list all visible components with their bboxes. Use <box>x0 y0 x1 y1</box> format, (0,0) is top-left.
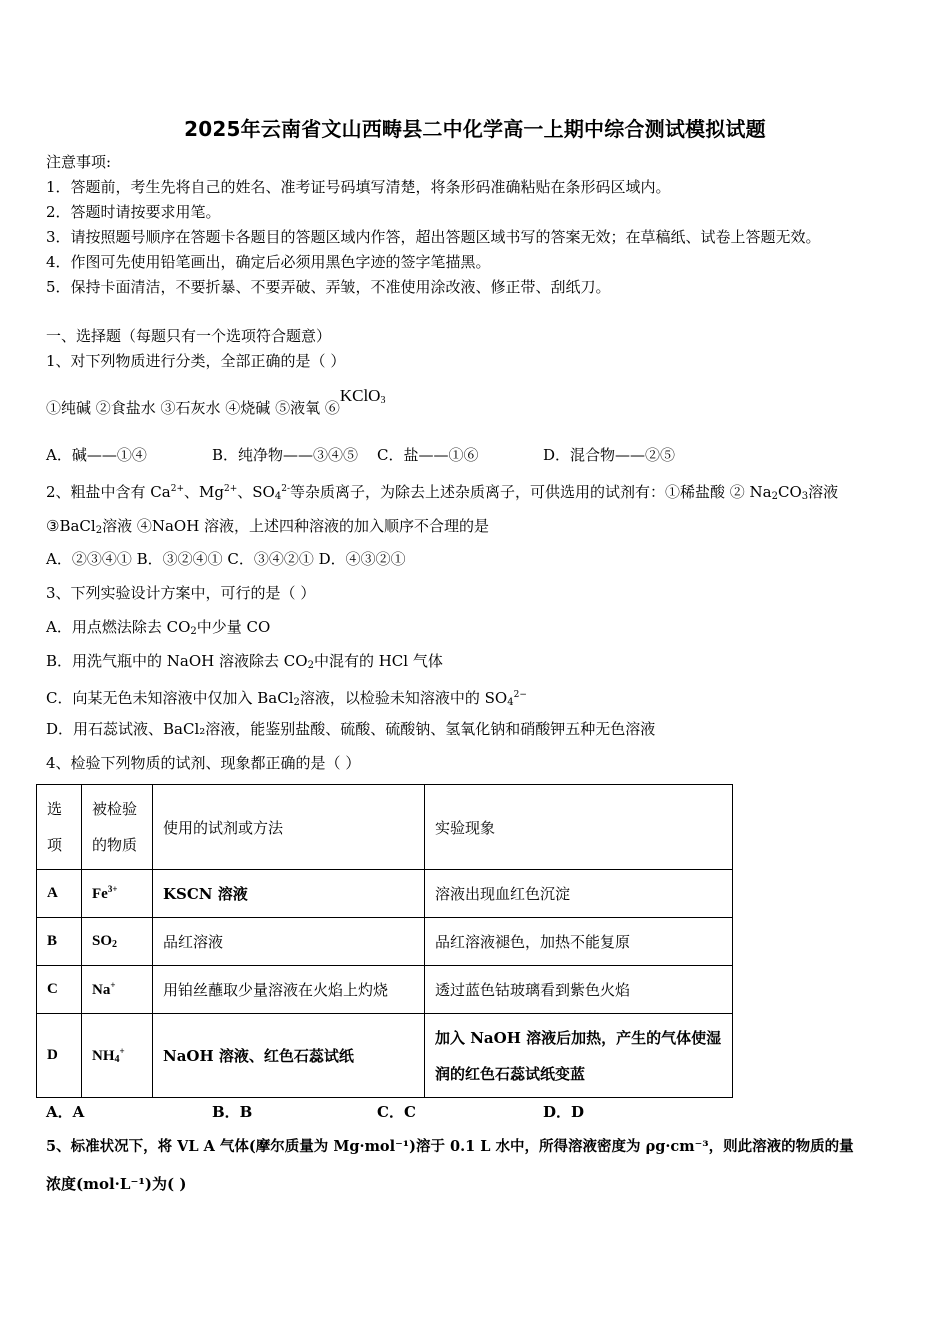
section-heading: 一、选择题（每题只有一个选项符合题意） <box>46 327 332 345</box>
q2-text: 2、粗盐中含有 Ca <box>46 483 171 501</box>
row-option: B <box>37 918 82 966</box>
q3-sub: 4 <box>507 697 514 708</box>
notice-item: 5．保持卡面清洁，不要折暴、不要弄破、弄皱，不准使用涂改液、修正带、刮纸刀。 <box>46 278 611 296</box>
row-phenomenon: 加入 NaOH 溶液后加热，产生的气体使湿润的红色石蕊试纸变蓝 <box>425 1014 733 1098</box>
table-row <box>37 870 733 918</box>
notice-item: 1．答题前，考生先将自己的姓名、准考证号码填写清楚，将条形码准确粘贴在条形码区域内。 <box>46 178 671 196</box>
row-phenomenon: 溶液出现血红色沉淀 <box>425 870 733 918</box>
q4-table <box>36 784 733 1098</box>
q3-text: C．向某无色未知溶液中仅加入 BaCl <box>46 689 294 707</box>
page-title: 2025年云南省文山西畴县二中化学高一上期中综合测试模拟试题 <box>184 117 766 141</box>
q2-text: 溶液 <box>808 483 839 501</box>
q1-option-c: C．盐——①⑥ <box>377 446 479 464</box>
q3-option-c <box>46 685 527 713</box>
row-substance <box>82 870 153 918</box>
q1-option-a: A．碱——①④ <box>46 446 147 464</box>
header-reagent: 使用的试剂或方法 <box>153 785 425 870</box>
notice-heading: 注意事项: <box>46 153 112 171</box>
q1-items <box>46 386 386 423</box>
q3-sup: 2− <box>513 690 527 700</box>
table-row <box>37 918 733 966</box>
q2-sub: 2 <box>95 525 103 536</box>
q2-sup: 2- <box>281 484 290 494</box>
q2-text: ③BaCl <box>46 517 96 535</box>
substance-text: NH <box>92 1048 115 1064</box>
q2-options: A．②③④① B．③②④① C．③④②① D．④③②① <box>46 550 406 568</box>
q3-text: 中混有的 HCl 气体 <box>313 652 443 670</box>
q2-sub: 2 <box>771 491 778 502</box>
substance-sup: + <box>119 1046 125 1056</box>
q3-text: 中少量 CO <box>196 618 271 636</box>
q2-sub: 3 <box>801 491 809 502</box>
q2-text: 、Mg <box>184 483 224 501</box>
notice-item: 4．作图可先使用铅笔画出，确定后必须用黑色字迹的签字笔描黑。 <box>46 253 491 271</box>
q3-sub: 2 <box>293 697 300 708</box>
q3-stem: 3、下列实验设计方案中，可行的是（ ） <box>46 584 316 602</box>
row-substance <box>82 1014 153 1098</box>
q1-option-d: D．混合物——②⑤ <box>543 446 676 464</box>
q3-option-b <box>46 651 443 676</box>
q3-sub: 2 <box>307 660 314 671</box>
row-option: D <box>37 1014 82 1098</box>
row-reagent: 品红溶液 <box>153 918 425 966</box>
row-phenomenon: 品红溶液褪色，加热不能复原 <box>425 918 733 966</box>
q1-stem: 1、对下列物质进行分类，全部正确的是（ ） <box>46 352 346 370</box>
substance-sup: 3+ <box>107 884 118 894</box>
row-reagent: NaOH 溶液、红色石蕊试纸 <box>153 1014 425 1098</box>
q3-option-d: D．用石蕊试液、BaCl₂溶液，能鉴别盐酸、硫酸、硫酸钠、氢氧化钠和硝酸钾五种无色溶液 <box>46 720 656 738</box>
substance-sup: + <box>110 980 116 990</box>
q2-stem-line1 <box>46 479 838 507</box>
substance-text: Na <box>92 982 111 998</box>
q2-stem-line2 <box>46 516 489 541</box>
q3-text: 溶液，以检验未知溶液中的 SO <box>299 689 508 707</box>
q1-option-b: B．纯净物——③④⑤ <box>212 446 359 464</box>
q2-text: 、SO <box>237 483 275 501</box>
notice-item: 3．请按照题号顺序在答题卡各题目的答题区域内作答，超出答题区域书写的答案无效；在草稿纸、试卷上答题无效。 <box>46 228 821 246</box>
substance-text: Fe <box>92 886 108 902</box>
q3-sub: 2 <box>190 626 197 637</box>
row-reagent: 用铂丝蘸取少量溶液在火焰上灼烧 <box>153 966 425 1014</box>
row-substance <box>82 918 153 966</box>
q3-text: B．用洗气瓶中的 NaOH 溶液除去 CO <box>46 652 308 670</box>
q4-option-a: A．A <box>46 1103 85 1121</box>
table-row <box>37 966 733 1014</box>
q4-option-c: C．C <box>377 1103 416 1121</box>
row-substance <box>82 966 153 1014</box>
q1-items-text: ①纯碱 ②食盐水 ③石灰水 ④烧碱 ⑤液氧 ⑥ <box>46 399 340 417</box>
substance-sub: 2 <box>112 939 118 950</box>
q4-stem: 4、检验下列物质的试剂、现象都正确的是（ ） <box>46 754 361 772</box>
q4-option-b: B．B <box>212 1103 253 1121</box>
header-option: 选项 <box>37 785 82 870</box>
substance-sub: 4 <box>114 1054 120 1065</box>
q4-option-d: D．D <box>543 1103 585 1121</box>
notice-item: 2．答题时请按要求用笔。 <box>46 203 221 221</box>
row-phenomenon: 透过蓝色钴玻璃看到紫色火焰 <box>425 966 733 1014</box>
header-phenomenon: 实验现象 <box>425 785 733 870</box>
q2-sub: 4 <box>274 491 282 502</box>
q2-text: 溶液 ④NaOH 溶液，上述四种溶液的加入顺序不合理的是 <box>102 517 490 535</box>
q1-formula-text: KClO <box>339 386 381 405</box>
row-option: A <box>37 870 82 918</box>
q1-formula-sub: 3 <box>380 395 386 406</box>
header-substance: 被检验的物质 <box>82 785 153 870</box>
q3-option-a <box>46 617 270 642</box>
q5-stem-line1: 5、标准状况下，将 VL A 气体(摩尔质量为 Mg·mol⁻¹)溶于 0.1 L 水中，所得溶液密度为 ρg·cm⁻³，则此溶液的物质的量 <box>46 1138 854 1155</box>
row-reagent: KSCN 溶液 <box>153 870 425 918</box>
q3-text: A．用点燃法除去 CO <box>46 618 191 636</box>
q1-formula <box>340 386 386 405</box>
q2-sup: 2+ <box>223 484 238 494</box>
q2-text: CO <box>777 483 802 501</box>
q2-sup: 2+ <box>170 484 185 494</box>
table-header-row <box>37 785 733 870</box>
q2-text: 等杂质离子，为除去上述杂质离子，可供选用的试剂有：①稀盐酸 ② Na <box>290 483 772 501</box>
q5-stem-line2: 浓度(mol·L⁻¹)为( ) <box>46 1175 187 1193</box>
row-option: C <box>37 966 82 1014</box>
table-row <box>37 1014 733 1098</box>
substance-text: SO <box>92 933 113 949</box>
